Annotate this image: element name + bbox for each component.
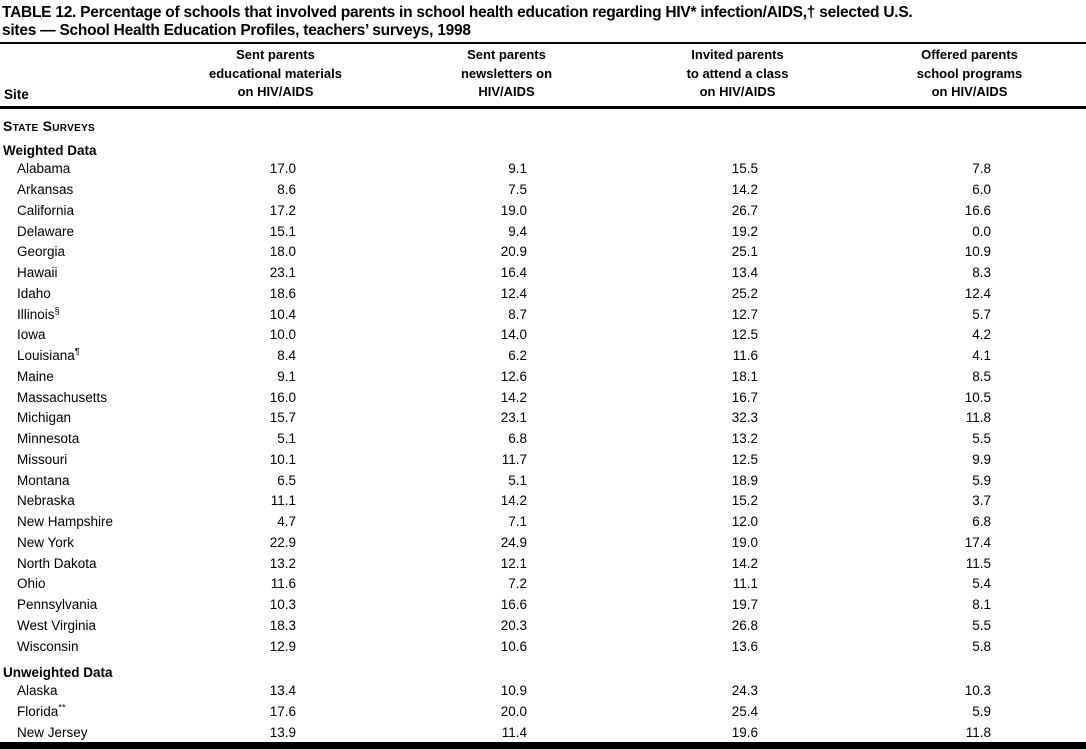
value-cell: 13.6 [731,638,758,654]
site-cell: Florida** [17,702,66,720]
value-cell: 10.9 [500,683,527,699]
table-row [0,428,1086,449]
value-cell: 16.4 [500,265,527,281]
table-body [0,109,1086,743]
value-cell: 8.3 [972,265,991,281]
site-cell: New Jersey [17,724,88,740]
column-header-sent-newsletters [391,46,622,102]
value-cell: 11.4 [501,724,527,740]
value-cell: 22.9 [269,534,296,550]
value-cell: 24.3 [731,683,758,699]
value-cell: 10.1 [269,451,296,467]
column-header-offered-programs [853,46,1086,102]
value-cell: 26.8 [731,617,758,633]
value-cell: 3.7 [972,493,991,509]
value-cell: 8.5 [972,368,991,384]
value-cell: 14.2 [731,182,758,198]
column-header-line: Offered parents [921,47,1018,62]
value-cell: 12.1 [500,555,527,571]
table-row [0,722,1086,743]
value-cell: 11.6 [270,576,296,592]
site-cell: Arkansas [17,182,74,198]
value-cell: 4.7 [277,514,296,530]
value-cell: 11.8 [965,410,991,426]
table-row [0,221,1086,242]
value-cell: 25.4 [731,704,758,720]
table-row [0,242,1086,263]
value-cell: 11.7 [501,451,527,467]
table-row [0,532,1086,553]
site-cell: Alaska [17,683,58,699]
site-cell: Louisiana¶ [17,346,80,364]
value-cell: 13.9 [269,724,296,740]
footnote-marker: ** [58,702,66,714]
table-row [0,325,1086,346]
table-row [0,283,1086,304]
value-cell: 14.2 [731,555,758,571]
section-heading-row [0,109,1086,135]
footnote-marker: ¶ [74,346,80,358]
value-cell: 7.1 [508,514,527,530]
value-cell: 18.1 [731,368,758,384]
table-title-line2: sites — School Health Education Profiles, teachers’ surveys, 1998 [2,22,471,39]
value-cell: 7.8 [972,161,991,177]
value-cell: 5.5 [972,431,991,447]
site-cell: West Virginia [17,617,97,633]
column-header-line: Invited parents [691,47,784,62]
table-title-line1: TABLE 12. Percentage of schools that involved parents in school health education regarding HIV* infection/AIDS,† selected U.S. [2,4,913,21]
value-cell: 12.5 [731,327,758,343]
value-cell: 18.9 [731,472,758,488]
table-row [0,387,1086,408]
column-header-line: Sent parents [236,47,315,62]
value-cell: 17.4 [964,534,991,550]
site-cell: Idaho [17,285,51,301]
value-cell: 6.0 [972,182,991,198]
value-cell: 7.2 [508,576,527,592]
value-cell: 13.4 [269,683,296,699]
value-cell: 12.7 [731,306,758,322]
value-cell: 0.0 [972,223,991,239]
table-row [0,200,1086,221]
value-cell: 23.1 [269,265,296,281]
site-cell: Wisconsin [17,638,79,654]
table-row [0,681,1086,702]
value-cell: 8.6 [277,182,296,198]
value-cell: 6.8 [508,431,527,447]
value-cell: 25.1 [731,244,758,260]
value-cell: 14.2 [500,493,527,509]
group-label: Unweighted Data [3,664,113,680]
value-cell: 19.2 [731,223,758,239]
group-label-row [0,657,1086,681]
table-title [0,0,1086,42]
table-row [0,615,1086,636]
value-cell: 10.9 [964,244,991,260]
site-cell: Hawaii [17,265,58,281]
value-cell: 26.7 [731,202,758,218]
value-cell: 5.8 [972,638,991,654]
value-cell: 12.0 [731,514,758,530]
table-row [0,701,1086,722]
column-header-invited-class [622,46,853,102]
value-cell: 32.3 [731,410,758,426]
value-cell: 11.8 [965,724,991,740]
site-cell: Georgia [17,244,66,260]
group-label: Weighted Data [3,142,97,158]
site-cell: Missouri [17,451,68,467]
value-cell: 9.4 [508,223,527,239]
column-header-sent-materials [160,46,391,102]
table-row [0,179,1086,200]
table-row [0,511,1086,532]
value-cell: 11.5 [965,555,991,571]
value-cell: 15.5 [731,161,758,177]
value-cell: 10.3 [269,597,296,613]
value-cell: 4.1 [972,348,991,364]
table-row [0,470,1086,491]
value-cell: 8.1 [972,597,991,613]
table-row [0,304,1086,325]
value-cell: 12.4 [500,285,527,301]
value-cell: 25.2 [731,285,758,301]
column-header-line: on HIV/AIDS [699,84,776,99]
value-cell: 17.2 [269,202,296,218]
site-cell: California [17,202,75,218]
value-cell: 17.6 [269,704,296,720]
value-cell: 9.1 [508,161,527,177]
value-cell: 12.4 [964,285,991,301]
group-label-row [0,135,1086,159]
value-cell: 11.1 [732,576,758,592]
value-cell: 13.4 [731,265,758,281]
value-cell: 23.1 [500,410,527,426]
value-cell: 12.9 [269,638,296,654]
value-cell: 11.6 [732,348,758,364]
value-cell: 7.5 [508,182,527,198]
value-cell: 16.6 [964,202,991,218]
value-cell: 18.0 [269,244,296,260]
table-row [0,366,1086,387]
value-cell: 19.7 [731,597,758,613]
value-cell: 6.5 [277,472,296,488]
value-cell: 12.5 [731,451,758,467]
value-cell: 10.5 [964,389,991,405]
table-row [0,636,1086,657]
value-cell: 15.7 [269,410,296,426]
site-cell: New Hampshire [17,514,114,530]
table-row [0,159,1086,180]
table-row [0,408,1086,429]
table-row [0,262,1086,283]
value-cell: 5.9 [972,472,991,488]
site-cell: Delaware [17,223,75,239]
column-header-line: to attend a class [686,65,789,81]
site-cell: Michigan [17,410,72,426]
value-cell: 18.6 [269,285,296,301]
value-cell: 6.2 [508,348,527,364]
column-header-line: newsletters on [460,65,553,81]
value-cell: 14.0 [500,327,527,343]
column-header-line: school programs [916,65,1023,81]
value-cell: 5.9 [972,704,991,720]
value-cell: 10.3 [964,683,991,699]
value-cell: 12.6 [500,368,527,384]
value-cell: 5.5 [972,617,991,633]
value-cell: 10.6 [500,638,527,654]
table-bottom-rule [0,742,1086,749]
value-cell: 13.2 [269,555,296,571]
site-cell: Illinois§ [17,305,60,322]
value-cell: 9.9 [972,451,991,467]
site-cell: Ohio [17,576,46,592]
value-cell: 19.6 [731,724,758,740]
value-cell: 24.9 [500,534,527,550]
site-cell: Iowa [17,327,46,343]
value-cell: 6.8 [972,514,991,530]
value-cell: 15.1 [269,223,296,239]
value-cell: 5.1 [508,472,527,488]
value-cell: 20.9 [500,244,527,260]
table-row [0,574,1086,595]
value-cell: 5.4 [972,576,991,592]
table-row [0,345,1086,366]
site-column-header: Site [4,86,29,102]
table-row [0,594,1086,615]
column-header-line: educational materials [209,65,342,81]
site-cell: Massachusetts [17,389,108,405]
site-cell: Pennsylvania [17,597,98,613]
site-cell: Maine [17,368,54,384]
column-header-line: Sent parents [467,47,546,62]
value-cell: 4.2 [972,327,991,343]
section-heading-label: State Surveys [3,117,96,134]
value-cell: 16.6 [500,597,527,613]
value-cell: 17.0 [269,161,296,177]
column-header-line: on HIV/AIDS [931,84,1008,99]
value-cell: 14.2 [500,389,527,405]
value-cell: 20.0 [500,704,527,720]
table-row [0,553,1086,574]
value-cell: 18.3 [269,617,296,633]
site-cell: New York [17,534,75,550]
table-header-row [0,44,1086,106]
value-cell: 19.0 [731,534,758,550]
site-cell: North Dakota [17,555,97,571]
value-cell: 13.2 [731,431,758,447]
value-cell: 8.4 [277,348,296,364]
value-cell: 16.0 [269,389,296,405]
table-row [0,449,1086,470]
value-cell: 10.4 [269,306,296,322]
value-cell: 9.1 [277,368,296,384]
site-cell: Montana [17,472,70,488]
value-cell: 8.7 [508,306,527,322]
footnote-marker: § [54,305,60,317]
value-cell: 15.2 [731,493,758,509]
site-cell: Alabama [17,161,71,177]
value-cell: 16.7 [731,389,758,405]
value-cell: 5.7 [972,306,991,322]
value-cell: 20.3 [500,617,527,633]
column-header-line: on HIV/AIDS [237,84,314,99]
value-cell: 5.1 [277,431,296,447]
value-cell: 19.0 [500,202,527,218]
value-cell: 10.0 [269,327,296,343]
column-header-line: HIV/AIDS [478,84,535,99]
value-cell: 11.1 [270,493,296,509]
site-cell: Nebraska [17,493,75,509]
site-cell: Minnesota [17,431,80,447]
table-row [0,491,1086,512]
